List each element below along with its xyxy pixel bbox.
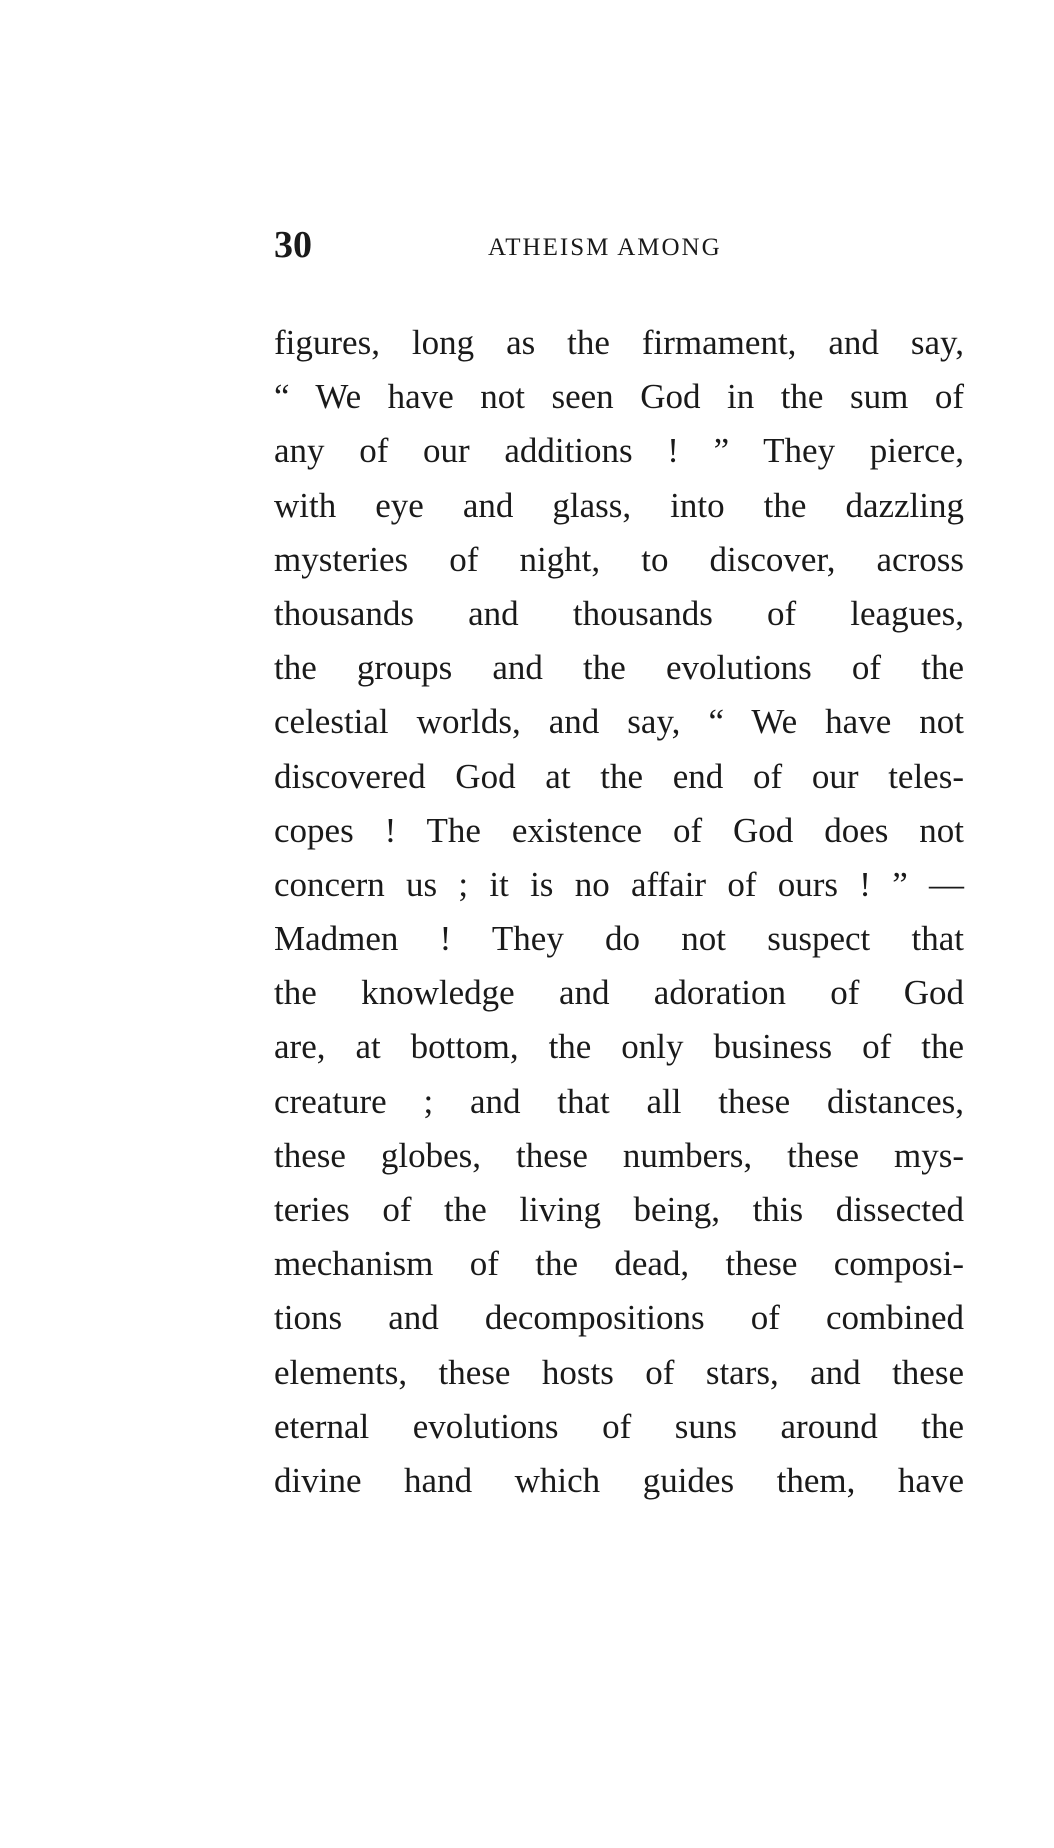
page-number: 30	[274, 224, 312, 266]
text-line: the knowledge and adoration of God	[274, 973, 964, 1013]
text-line: concern us ; it is no affair of ours ! ” —	[274, 864, 964, 904]
text-line: thousands and thousands of leagues,	[274, 593, 964, 633]
text-line: any of our additions ! ” They pierce,	[274, 431, 964, 471]
text-line: “ We have not seen God in the sum of	[274, 377, 964, 417]
text-line: mechanism of the dead, these composi-	[274, 1244, 964, 1284]
text-line: divine hand which guides them, have	[274, 1460, 964, 1500]
text-line: eternal evolutions of suns around the	[274, 1406, 964, 1446]
text-line: the groups and the evolutions of the	[274, 648, 964, 688]
text-line: with eye and glass, into the dazzling	[274, 485, 964, 525]
body-text	[274, 316, 964, 1508]
text-line: tions and decompositions of combined	[274, 1298, 964, 1338]
text-line: discovered God at the end of our teles-	[274, 756, 964, 796]
running-head	[274, 220, 964, 270]
text-line: figures, long as the firmament, and say,	[274, 323, 964, 362]
text-line: mysteries of night, to discover, across	[274, 539, 964, 579]
text-line: are, at bottom, the only business of the	[274, 1027, 964, 1067]
text-line: elements, these hosts of stars, and these	[274, 1352, 964, 1392]
text-line: celestial worlds, and say, “ We have not	[274, 702, 964, 742]
text-line: these globes, these numbers, these mys-	[274, 1135, 964, 1175]
text-line: copes ! The existence of God does not	[274, 810, 964, 850]
text-line: Madmen ! They do not suspect that	[274, 919, 964, 959]
text-line: teries of the living being, this dissected	[274, 1190, 964, 1229]
text-line: creature ; and that all these distances,	[274, 1081, 964, 1121]
running-title: ATHEISM AMONG	[488, 234, 722, 261]
